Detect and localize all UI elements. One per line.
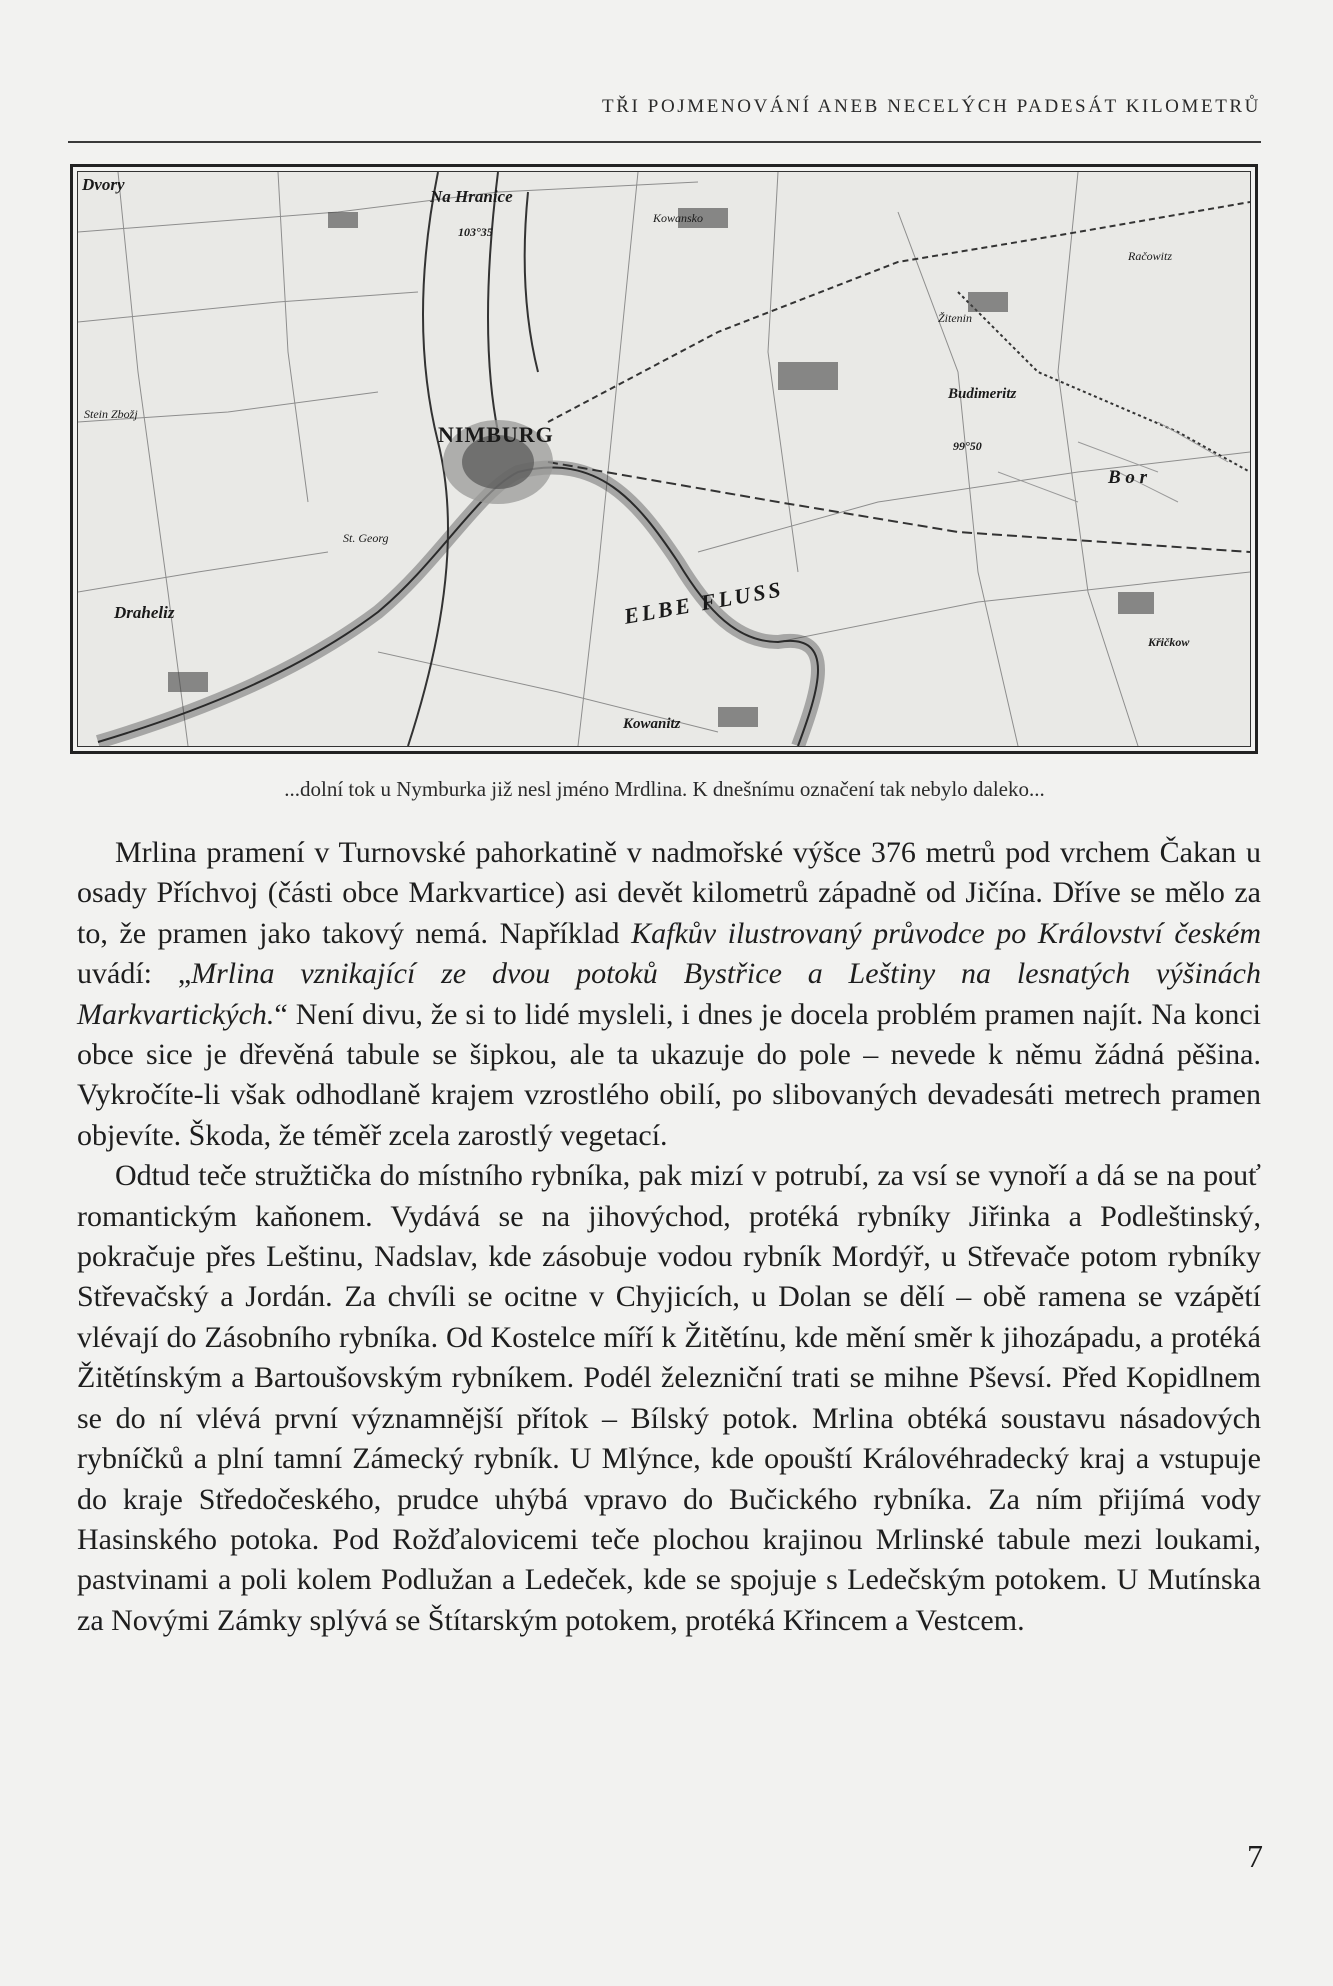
text-run: “ Není divu, že si to lidé mysleli, i dnes je docela problém pramen najít. Na konci obce sice je dřevěná tabule se šipkou, ale ta ukazuje do pole – nevede k němu žádná pěšina. Vykročíte-li však odhodlaně krajem vzrostlého obilí, po slibovaných devadesáti metrech pramen objevíte. Škoda, že téměř zcela zarostlý vegetací. — [77, 997, 1261, 1152]
map-label-st-georg: St. Georg — [343, 531, 389, 545]
text-run: uvádí: „ — [77, 957, 192, 991]
map-label-altitude-1: 103°35 — [458, 225, 493, 239]
map-label-krickow: Křičkow — [1148, 635, 1190, 649]
running-header: TŘI POJMENOVÁNÍ ANEB NECELÝCH PADESÁT KILOMETRŮ — [602, 96, 1261, 117]
italic-quotation: Mrlina vznikající ze dvou potoků Bystřice a Leštiny na lesnatých výšinách Markvartických. — [77, 957, 1261, 1031]
text-run: Mrlina pramení v Turnovské pahorkatině v nadmořské výšce 376 metrů pod vrchem Čakan u osady Příchvoj (části obce Markvartice) asi devět kilometrů západně od Jičína. Dříve se mělo za to, že pramen jako takový nemá. Například — [77, 836, 1261, 950]
map-label-na-hranice: Na Hranice — [430, 187, 513, 206]
italic-book-title: Kafkův ilustrovaný průvodce po Království českém — [631, 916, 1261, 950]
map-label-nimburg: NIMBURG — [438, 422, 554, 447]
historical-map-figure — [70, 164, 1258, 754]
map-label-dvory: Dvory — [82, 175, 125, 194]
header-rule — [68, 141, 1261, 143]
paragraph: Odtud teče stružtička do místního rybníka, pak mizí v potrubí, za vsí se vynoří a dá se na pouť romantickým kaňonem. Vydává se na jihovýchod, protéká rybníky Jiřinka a Podleštinský, pokračuje přes Leštinu, Nadslav, kde zásobuje vodou rybník Mordýř, u Střevače potom rybníky Střevačský a Jordán. Za chvíli se ocitne v Chyjicích, u Dolan se dělí – obě ramena se vzápětí vlévají do Zásobního rybníka. Od Kostelce míří k Žitětínu, kde mění směr k jihozápadu, a protéká Žitětínským a Bartoušovským rybníkem. Podél železniční trati se mihne Pševsí. Před Kopidlnem se do ní vlévá první významnější přítok – Bílský potok. Mrlina obtéká soustavu násadových rybníčků a plní tamní Zámecký rybník. U Mlýnce, kde opouští Královéhradecký kraj a vstupuje do kraje Středočeského, prudce uhýbá vpravo do Bučického rybníka. Za ním přijímá vody Hasinského potoka. Pod Rožďalovicemi teče plochou krajinou Mrlinské tabule mezi loukami, pastvinami a poli kolem Podlužan a Ledeček, kde se spojuje s Ledečským potokem. U Mutínska za Novými Zámky splývá se Štítarským potokem, protéká Křincem a Vestcem. — [77, 1159, 1261, 1637]
map-label-racowitz: Račowitz — [1128, 249, 1172, 263]
map-drawing — [78, 172, 1250, 746]
map-label-budimeritz: Budimeritz — [948, 386, 1017, 402]
map-label-altitude-2: 99°50 — [953, 439, 982, 453]
map-label-bor: B o r — [1108, 467, 1148, 488]
page-number: 7 — [1247, 1838, 1263, 1874]
figure-caption: ...dolní tok u Nymburka již nesl jméno Mrdlina. K dnešnímu označení tak nebylo daleko... — [284, 777, 1045, 801]
map-label-draheliz: Draheliz — [114, 603, 175, 622]
map-label-stein-zbozi: Stein Zbožj — [84, 407, 138, 421]
map-label-zitenin: Žitenin — [938, 311, 973, 325]
map-image — [77, 171, 1251, 747]
map-label-kowanitz: Kowanitz — [623, 716, 681, 732]
body-text — [77, 833, 1261, 1641]
map-label-elbe-fluss: ELBE FLUSS — [621, 576, 786, 629]
map-label-kowansko: Kowansko — [653, 211, 704, 225]
paragraph — [77, 833, 1261, 1156]
